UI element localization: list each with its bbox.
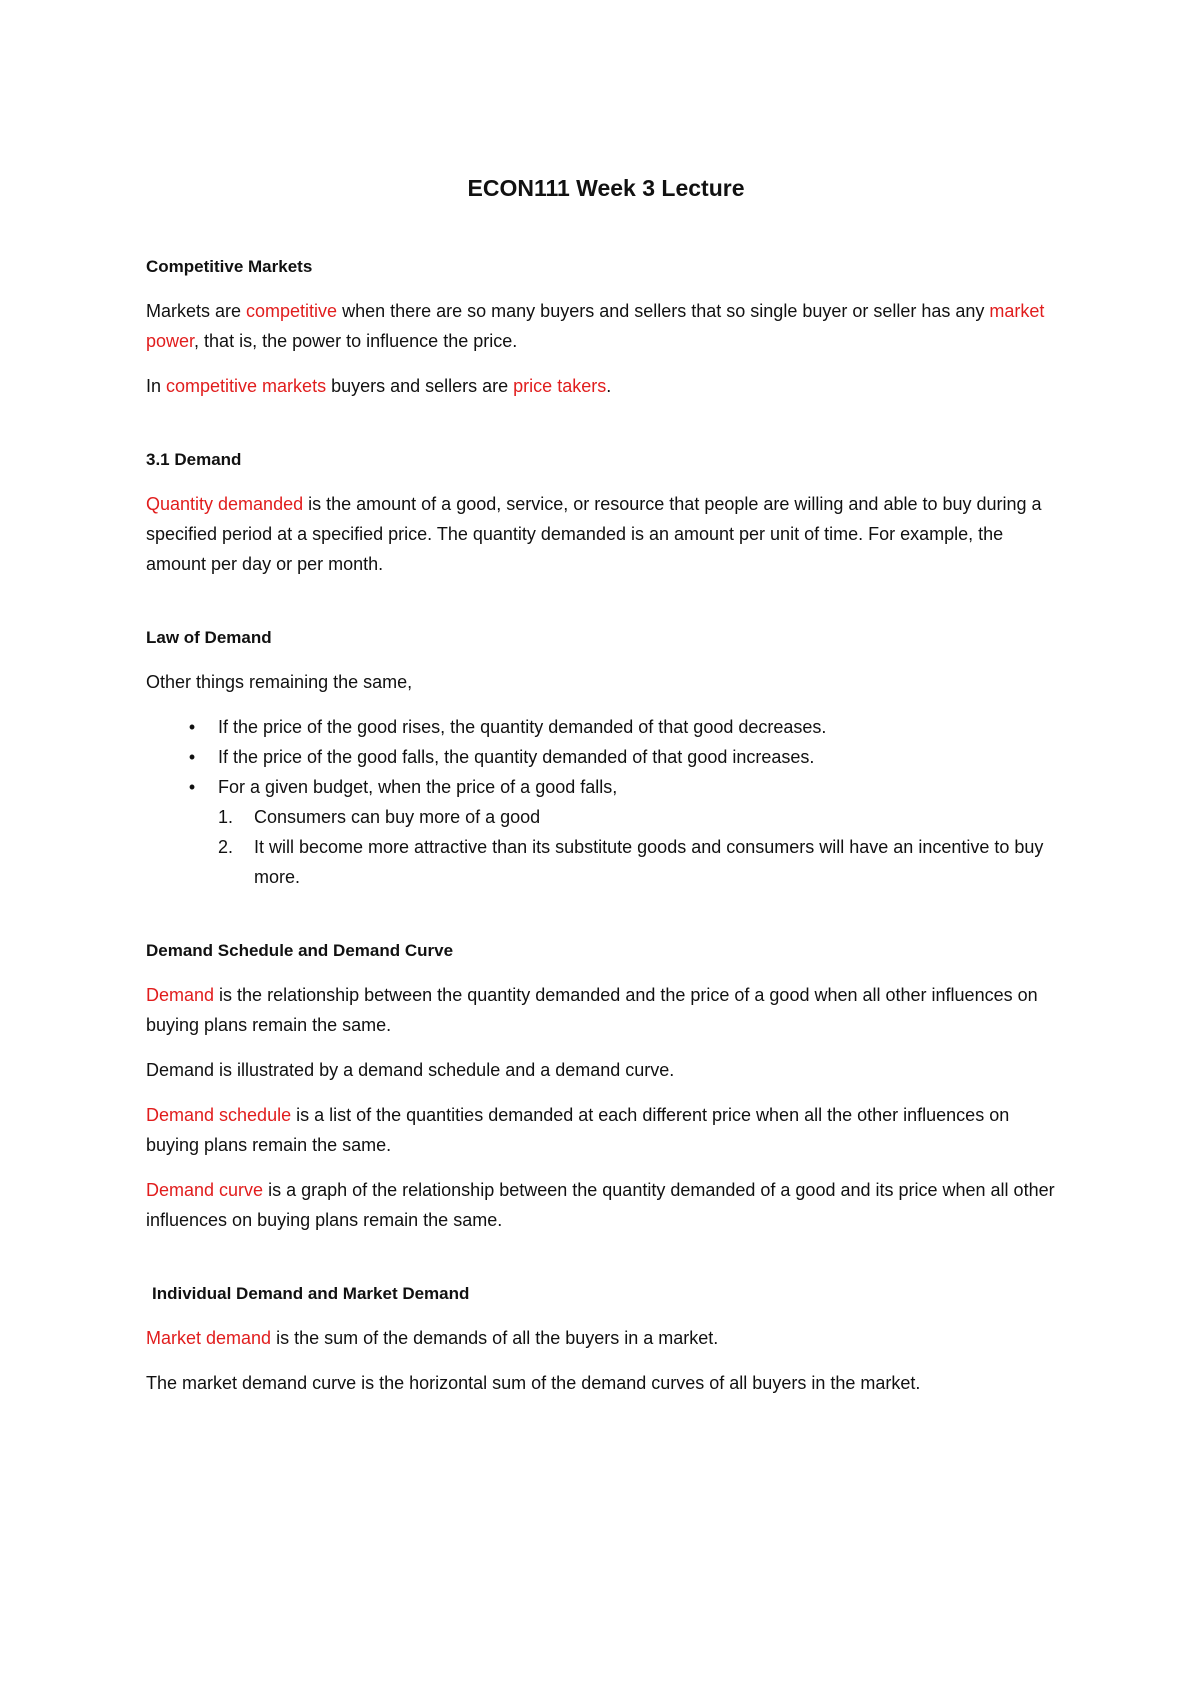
paragraph-quantity-demanded (146, 489, 1066, 579)
heading-demand: 3.1 Demand (146, 450, 242, 469)
list-item (182, 712, 1066, 742)
heading-competitive-markets: Competitive Markets (146, 257, 313, 276)
text-span: is the amount of a good, service, or resource that people are willing and able to buy during a specified period at a specified price. The quantity demanded is an amount per unit of time. For example, the amount per day or per month. (146, 494, 1042, 574)
text-span: buyers and sellers are (326, 376, 514, 396)
section-demand (146, 445, 1066, 579)
text-span: In (146, 376, 167, 396)
text-span: , that is, the power to influence the price. (194, 331, 518, 351)
highlight-term-price-takers: price takers (513, 376, 607, 396)
heading-demand-schedule-curve: Demand Schedule and Demand Curve (146, 941, 454, 960)
paragraph-demand-schedule (146, 1100, 1066, 1160)
paragraph-market-demand-curve: The market demand curve is the horizontal sum of the demand curves of all buyers in the market. (146, 1373, 921, 1393)
list-item-text: Consumers can buy more of a good (254, 807, 541, 827)
text-span: is the sum of the demands of all the buyers in a market. (271, 1328, 719, 1348)
list-item-text: If the price of the good falls, the quantity demanded of that good increases. (218, 747, 815, 767)
text-span: . (606, 376, 612, 396)
section-demand-schedule-curve (146, 936, 1066, 1235)
paragraph-demand-illustrated: Demand is illustrated by a demand schedule and a demand curve. (146, 1060, 675, 1080)
list-item-text: For a given budget, when the price of a good falls, (218, 777, 618, 797)
bullet-icon: • (188, 747, 196, 767)
section-competitive-markets (146, 252, 1066, 401)
document-title: ECON111 Week 3 Lecture (467, 175, 745, 201)
highlight-term-demand-schedule: Demand schedule (146, 1105, 292, 1125)
bullet-list (146, 712, 1066, 892)
list-number: 2. (218, 837, 234, 857)
section-individual-market-demand (146, 1279, 1066, 1398)
text-span: is the relationship between the quantity demanded and the price of a good when all other influences on buying plans remain the same. (146, 985, 1038, 1035)
paragraph-market-demand (146, 1323, 1066, 1353)
numbered-list-item (218, 832, 1066, 892)
numbered-list-item (218, 802, 1066, 832)
numbered-sublist (218, 802, 1066, 892)
paragraph-demand-definition (146, 980, 1066, 1040)
list-item-text: It will become more attractive than its substitute goods and consumers will have an incentive to buy more. (254, 837, 1044, 887)
bullet-icon: • (188, 777, 196, 797)
highlight-term-competitive: competitive (246, 301, 338, 321)
highlight-term-market-demand: Market demand (146, 1328, 272, 1348)
highlight-term-demand-curve: Demand curve (146, 1180, 264, 1200)
highlight-term-competitive-markets: competitive markets (166, 376, 327, 396)
section-law-of-demand (146, 623, 1066, 892)
paragraph-demand-curve (146, 1175, 1066, 1235)
paragraph-price-takers (146, 371, 1066, 401)
text-span: Markets are (146, 301, 247, 321)
text-span: is a list of the quantities demanded at each different price when all the other influences on buying plans remain the same. (146, 1105, 1010, 1155)
list-number: 1. (218, 807, 234, 827)
heading-law-of-demand: Law of Demand (146, 628, 272, 647)
list-item (182, 772, 1066, 892)
highlight-term-market-power: market power (146, 301, 1045, 351)
paragraph-law-intro: Other things remaining the same, (146, 672, 413, 692)
highlight-term-demand: Demand (146, 985, 215, 1005)
document-body (146, 170, 1066, 1442)
text-span: is a graph of the relationship between the quantity demanded of a good and its price when all other influences on buying plans remain the same. (146, 1180, 1055, 1230)
list-item-text: If the price of the good rises, the quantity demanded of that good decreases. (218, 717, 827, 737)
text-span: when there are so many buyers and sellers that so single buyer or seller has any (337, 301, 990, 321)
highlight-term-quantity-demanded: Quantity demanded (146, 494, 304, 514)
paragraph-competitive-definition (146, 296, 1066, 356)
list-item (182, 742, 1066, 772)
heading-individual-market-demand: Individual Demand and Market Demand (152, 1284, 470, 1303)
bullet-icon: • (188, 717, 196, 737)
